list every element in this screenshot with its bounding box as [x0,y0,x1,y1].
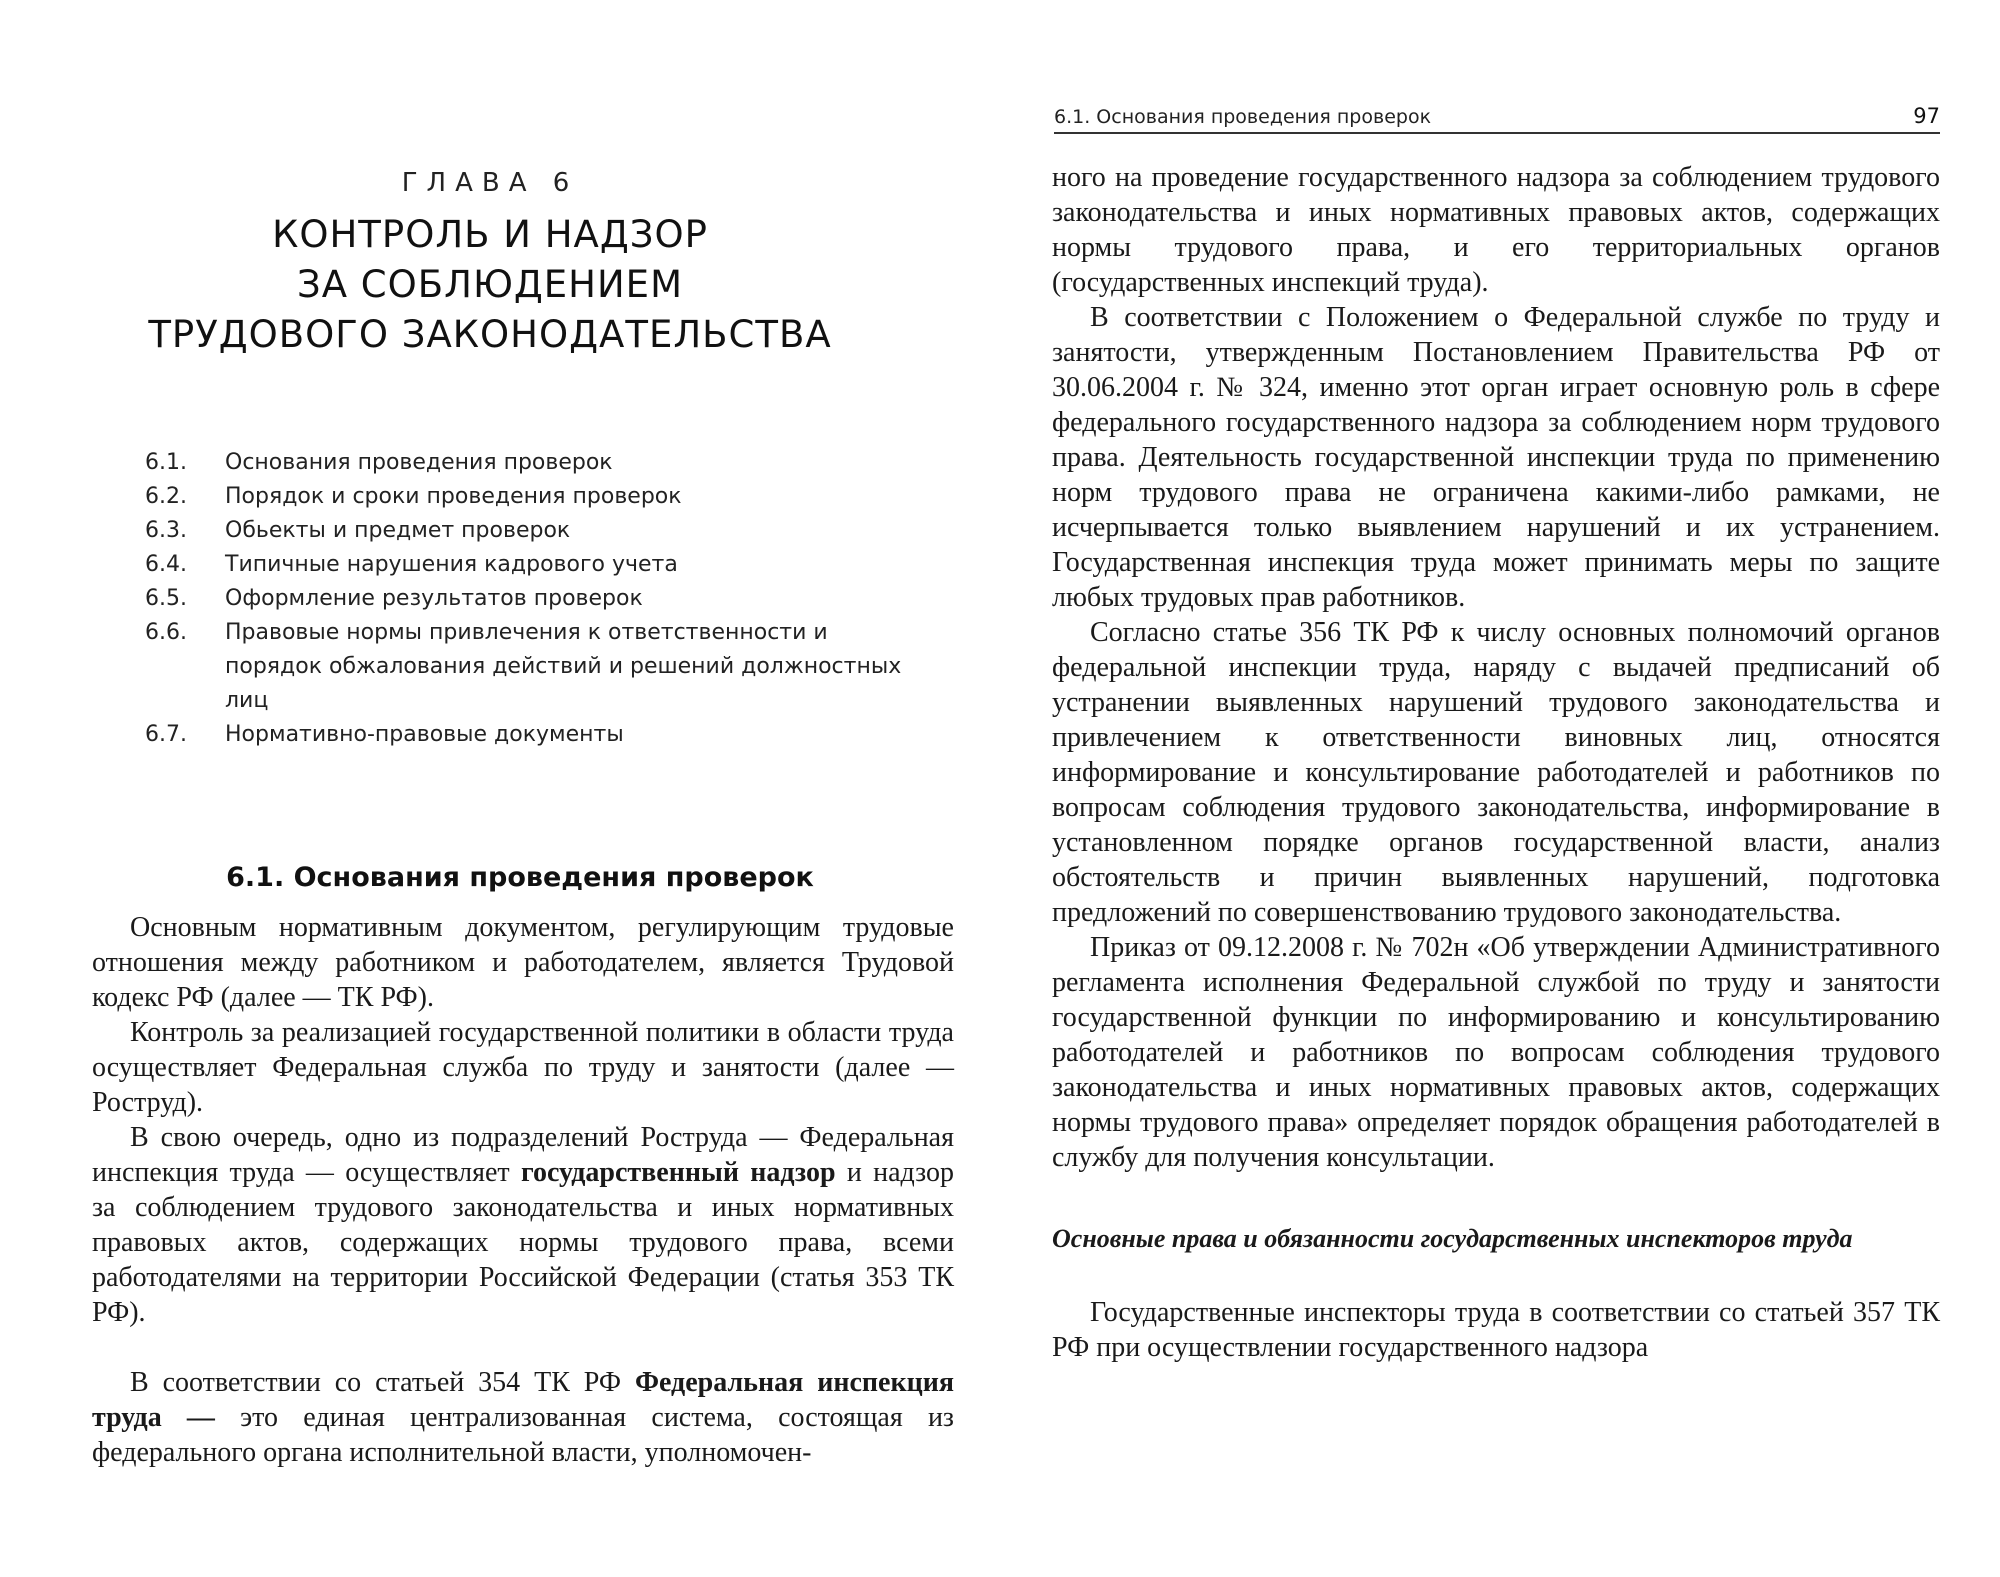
paragraph: Приказ от 09.12.2008 г. № 702н «Об утверждении Административного регламента исполнения Федеральной службой по труду и занятости государственной функции по информированию и консультированию работодателей и работников по вопросам соблюдения трудового законодательства и иных нормативных правовых актов, содержащих нормы трудового права» определяет порядок обращения работодателей в службу для получения консультации. [1052,932,1940,1173]
toc-item [145,480,915,514]
paragraph-text: В соответствии со статьей 354 ТК РФ [130,1367,635,1398]
paragraph: Контроль за реализацией государственной политики в области труда осуществляет Федеральная служба по труду и занятости (далее — Роструд). [92,1017,954,1118]
paragraph [92,1365,954,1470]
bold-term: Федеральная инспекция труда — [92,1367,954,1433]
toc-item [145,446,915,480]
paragraph: Согласно статье 356 ТК РФ к числу основных полномочий органов федеральной инспекции труда, наряду с выдачей предписаний об устранении выявленных нарушений трудового законодательства и привлечением к ответственности виновных лиц, относятся информирование и консультирование работодателей и работников по вопросам соблюдения трудового законодательства, информирование в установленном порядке органов государственной власти, анализ обстоятельств и причин выявленных нарушений, подготовка предложений по совершенствованию трудового законодательства. [1052,617,1940,928]
toc-number: 6.4. [145,552,187,577]
paragraph: Основным нормативным документом, регулирующим трудовые отношения между работником и работодателем, является Трудовой кодекс РФ (далее — ТК РФ). [92,912,954,1013]
table-of-contents [145,446,915,752]
toc-title: Основания проведения проверок [225,450,613,475]
running-header [1054,98,1940,134]
toc-number: 6.7. [145,722,187,747]
chapter-label: ГЛАВА 6 [401,168,579,198]
toc-item [145,514,915,548]
toc-title: Оформление результатов проверок [225,586,643,611]
toc-title: Правовые нормы привлечения к ответственности и порядок обжалования действий и решений должностных лиц [225,620,902,713]
chapter-title-line: КОНТРОЛЬ И НАДЗОР [272,213,708,256]
paragraph-text: это единая централизованная система, состоящая из федерального органа исполнительной власти, уполномочен- [92,1402,954,1468]
toc-title: Типичные нарушения кадрового учета [225,552,678,577]
chapter-title-line: ТРУДОВОГО ЗАКОНОДАТЕЛЬСТВА [148,313,832,356]
toc-item [145,548,915,582]
toc-item [145,616,915,718]
running-title: 6.1. Основания проведения проверок [1054,106,1432,128]
left-body-text [92,910,954,1470]
toc-title: Обьекты и предмет проверок [225,518,571,543]
paragraph [92,1120,954,1330]
toc-number: 6.3. [145,518,187,543]
bold-term: государственный надзор [520,1157,836,1188]
subheading: Основные права и обязанности государственных инспекторов труда [1052,1224,1853,1253]
chapter-title [140,210,840,360]
toc-item [145,582,915,616]
toc-title: Порядок и сроки проведения проверок [225,484,682,509]
toc-title: Нормативно-правовые документы [225,722,624,747]
toc-item [145,718,915,752]
right-page [1000,0,2000,1577]
right-body-text [1052,160,1940,1365]
paragraph: В соответствии с Положением о Федеральной службе по труду и занятости, утвержденным Постановлением Правительства РФ от 30.06.2004 г. № 324, именно этот орган играет основную роль в сфере федерального государственного надзора за соблюдением норм трудового права. Деятельность государственной инспекции труда по применению норм трудового права не ограничена какими-либо рамками, не исчерпывается только выявлением нарушений и их устранением. Государственная инспекция труда может принимать меры по защите любых трудовых прав работников. [1052,302,1940,613]
paragraph-text: и надзор за соблюдением трудового законодательства и иных нормативных правовых актов, содержащих нормы трудового права, всеми работодателями на территории Российской Федерации (статья 353 ТК РФ). [92,1157,955,1328]
toc-number: 6.1. [145,450,187,475]
toc-number: 6.2. [145,484,187,509]
paragraph: ного на проведение государственного надзора за соблюдением трудового законодательства и иных нормативных правовых актов, содержащих нормы трудового права, и его территориальных органов (государственных инспекций труда). [1052,162,1940,298]
chapter-title-line: ЗА СОБЛЮДЕНИЕМ [297,263,683,306]
paragraph: Государственные инспекторы труда в соответствии со статьей 357 ТК РФ при осуществлении государственного надзора [1052,1297,1940,1363]
page-number: 97 [1913,104,1940,128]
toc-number: 6.6. [145,620,187,645]
section-heading: 6.1. Основания проведения проверок [226,862,814,893]
toc-number: 6.5. [145,586,187,611]
paragraph-text: В свою очередь, одно из подразделений Роструда — Федеральная инспекция труда — осуществляет [92,1122,954,1188]
